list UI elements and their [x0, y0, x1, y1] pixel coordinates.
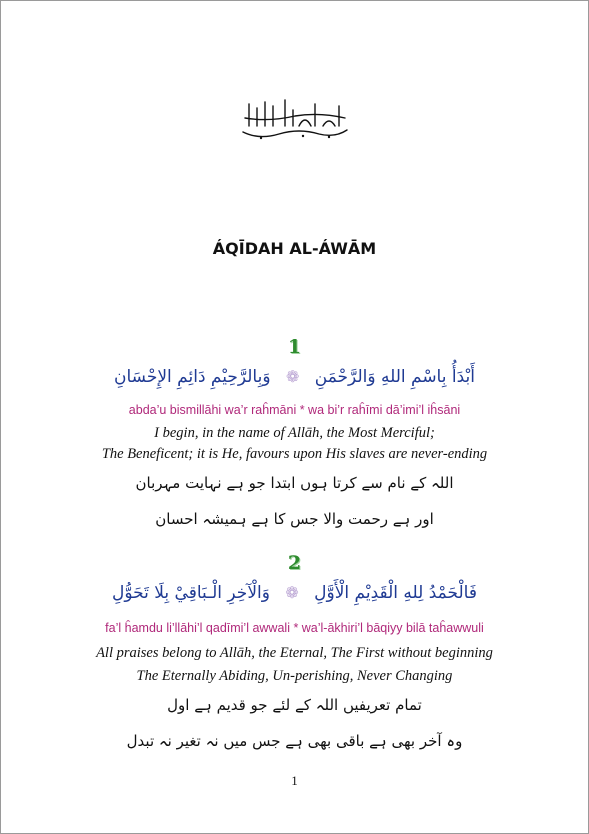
verse-arabic-second-hemistich: وَبِالرَّحِيْمِ دَائِمِ الإِحْسَانِ [114, 367, 271, 387]
verse-arabic [1, 367, 588, 387]
verse-arabic [1, 583, 588, 603]
verse-number: 2 [287, 552, 302, 574]
verse-english-line-2: The Eternally Abiding, Un-perishing, Never Changing [136, 668, 453, 684]
verse-urdu-line-2: وہ آخر بھی ہے باقی بھی ہے جس میں نہ تغیر نہ تبدل [126, 732, 463, 750]
verse-urdu-line-1: تمام تعریفیں اللہ کے لئے جو قدیم ہے اول [167, 696, 422, 714]
bismillah-calligraphy [239, 96, 351, 142]
page-title: ÁQĪDAH AL-ÁWĀM [212, 239, 377, 258]
verse-arabic-first-hemistich: أَبْدَأُ بِاسْمِ اللهِ وَالرَّحْمَنِ [314, 367, 475, 387]
verse-english-line-1: I begin, in the name of Allāh, the Most Merciful; [154, 425, 435, 441]
verse-urdu-line-2: اور ہے رحمت والا جس کا ہے ہمیشہ احسان [155, 510, 434, 528]
verse-arabic-second-hemistich: وَالْآخِرِ الْـبَاقِيْ بِلَا تَحَوُّلِ [112, 583, 270, 603]
verse-number: 1 [287, 336, 302, 358]
page-number: 1 [291, 773, 298, 788]
verse-transliteration: abda’u bismillāhi wa’r raĥmāni * wa bi’r raĥīmi dā’imi’l iĥsāni [128, 403, 461, 417]
verse-urdu-line-1: اللہ کے نام سے کرتا ہوں ابتدا جو ہے نہایت مہربان [135, 474, 454, 492]
flower-separator-icon: ❁ [285, 583, 299, 602]
verse-english-line-1: All praises belong to Allāh, the Eternal, The First without beginning [96, 645, 493, 661]
verse-arabic-first-hemistich: فَالْحَمْدُ لِلهِ الْقَدِيْمِ الْأَوَّلِ [314, 583, 477, 603]
verse-english-line-2: The Beneficent; it is He, favours upon His slaves are never-ending [101, 446, 488, 462]
verse-transliteration: fa’l ĥamdu li’llāhi’l qadīmi’l awwali * wa’l-ākhiri’l bāqiyy bilā taĥawwuli [105, 621, 484, 635]
flower-separator-icon: ❁ [285, 367, 300, 386]
